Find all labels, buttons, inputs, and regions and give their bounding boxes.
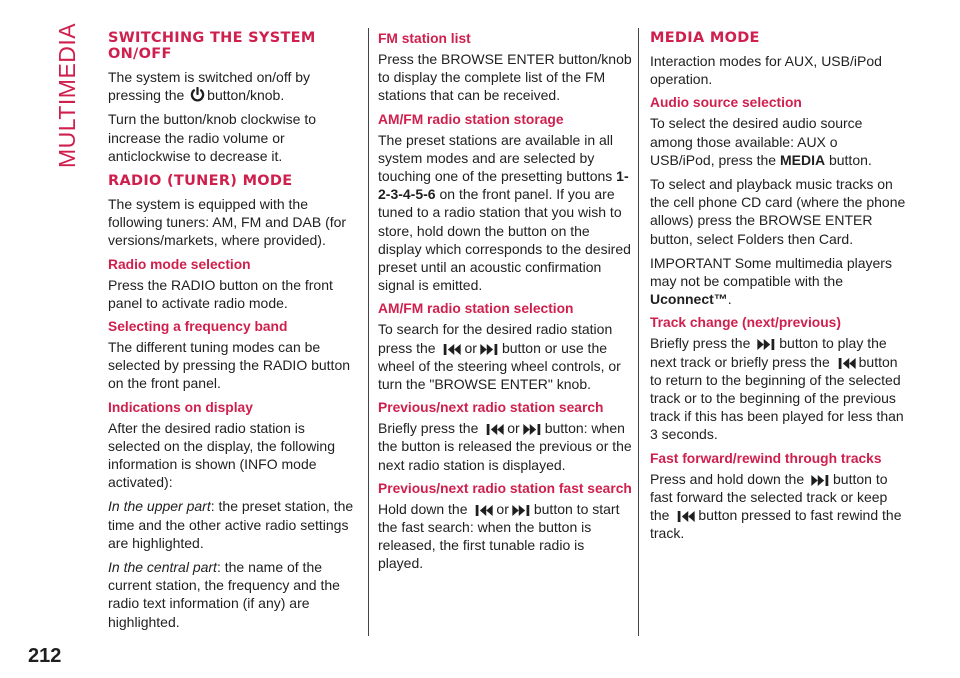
- text-fragment: Press and hold down the: [650, 470, 805, 487]
- paragraph-indications-display: After the desired radio station is selected on the display, the following information is shown (INFO mode activated):: [108, 419, 335, 491]
- heading-fast-forward-rewind: Fast forward/rewind through tracks: [650, 450, 882, 466]
- text-fragment: In the central part: [108, 559, 217, 576]
- heading-switching-system: SWITCHING THE SYSTEM ON/OFF: [108, 30, 316, 62]
- column-divider: [638, 28, 639, 636]
- heading-indications-display: Indications on display: [108, 399, 253, 415]
- text-fragment: on the front panel. If you are tuned to a radio station that you wish to store, hold down the button on the display which corresponds to the desired preset until an acoustic confirmation signal is emitted.: [378, 186, 631, 294]
- paragraph-station-selection: [378, 320, 632, 393]
- paragraph-volume: Turn the button/knob clockwise to increase the radio volume or anticlockwise to decrease it.: [108, 111, 317, 164]
- heading-radio-mode-selection: Radio mode selection: [108, 256, 251, 272]
- paragraph-track-change: [650, 334, 906, 443]
- paragraph-fast-search: [378, 500, 632, 573]
- heading-track-change: Track change (next/previous): [650, 315, 841, 331]
- uconnect-brand: Uconnect™: [650, 291, 728, 308]
- skip-next-icon: [522, 424, 543, 435]
- text-fragment: Briefly press the: [650, 335, 751, 352]
- text-fragment: button pressed to fast rewind the track.: [650, 507, 902, 542]
- skip-next-icon: [511, 505, 532, 516]
- text-fragment: or: [507, 420, 520, 437]
- paragraph-frequency-band: The different tuning modes can be selected by pressing the RADIO button on the front panel.: [108, 339, 351, 392]
- paragraph-media-mode: Interaction modes for AUX, USB/iPod operation.: [650, 53, 882, 88]
- skip-previous-icon: [441, 344, 462, 355]
- paragraph-prev-next-search: [378, 419, 632, 474]
- heading-fast-search: Previous/next radio station fast search: [378, 480, 632, 496]
- heading-media-mode: MEDIA MODE: [650, 30, 760, 46]
- paragraph-important: [650, 254, 906, 309]
- paragraph-cell-phone: To select and playback music tracks on the cell phone CD card (where the phone allows) press the BROWSE ENTER button, select Folders then Card.: [650, 176, 906, 247]
- text-fragment: button.: [828, 151, 872, 168]
- text-fragment: Hold down the: [378, 500, 468, 517]
- skip-previous-icon: [473, 505, 494, 516]
- text-fragment: To select the desired audio source among those available: AUX o USB/iPod, press the: [650, 115, 863, 168]
- column-left: [108, 30, 360, 637]
- heading-fm-station-list: FM station list: [378, 31, 471, 46]
- media-key: MEDIA: [779, 151, 826, 168]
- heading-station-storage: AM/FM radio station storage: [378, 111, 564, 127]
- text-fragment: button to play the next track or briefly press the: [650, 335, 887, 370]
- text-fragment: IMPORTANT Some multimedia players may not be compatible with the: [650, 254, 892, 290]
- paragraph-fm-station-list: Press the BROWSE ENTER button/knob to display the complete list of the FM stations that can be received.: [378, 51, 632, 104]
- column-right: [650, 30, 906, 548]
- paragraph-radio-tuners: The system is equipped with the following tuners: AM, FM and DAB (for versions/markets, where provided).: [108, 196, 347, 249]
- skip-next-icon: [810, 475, 831, 486]
- paragraph-station-storage: [378, 131, 632, 295]
- power-icon: [190, 87, 205, 102]
- text-fragment: button to start the fast search: when the button is released, the first tunable radio is played.: [378, 500, 620, 572]
- column-divider: [368, 28, 369, 636]
- paragraph-central-part: [108, 558, 360, 631]
- heading-radio-mode: RADIO (TUNER) MODE: [108, 173, 293, 190]
- section-side-label: MULTIMEDIA: [54, 22, 80, 168]
- text-fragment: button to fast forward the selected track or keep the: [650, 470, 888, 524]
- paragraph-fast-forward-rewind: [650, 470, 906, 543]
- text-fragment: In the upper part: [108, 498, 211, 515]
- text-fragment: : the preset station, the time and the other active radio settings are highlighted.: [108, 498, 354, 551]
- skip-previous-icon: [836, 358, 857, 369]
- text-fragment: The preset stations are available in all system modes and are selected by touching one of the presetting buttons: [378, 131, 614, 185]
- heading-prev-next-search: Previous/next radio station search: [378, 400, 604, 416]
- column-middle: [378, 30, 632, 579]
- text-fragment: button or use the wheel of the steering wheel controls, or turn the "BROWSE ENTER" knob.: [378, 339, 621, 393]
- text-fragment: button: when the button is released the previous or the next radio station is displayed.: [378, 420, 632, 473]
- heading-frequency-band: Selecting a frequency band: [108, 319, 288, 335]
- skip-next-icon: [479, 344, 500, 355]
- skip-previous-icon: [484, 424, 505, 435]
- text-fragment: button/knob.: [207, 87, 285, 104]
- text-fragment: or: [496, 500, 509, 517]
- page-number: 212: [28, 645, 62, 667]
- text-fragment: Briefly press the: [378, 420, 479, 437]
- heading-audio-source: Audio source selection: [650, 95, 802, 111]
- text-fragment: To search for the desired radio station press the: [378, 321, 613, 356]
- text-fragment: .: [727, 291, 732, 308]
- paragraph-radio-mode-selection: Press the RADIO button on the front panel to activate radio mode.: [108, 276, 333, 311]
- text-fragment: or: [464, 339, 477, 356]
- paragraph-switch-on-off: [108, 68, 360, 104]
- skip-next-icon: [756, 339, 777, 350]
- paragraph-audio-source: [650, 114, 906, 169]
- paragraph-upper-part: [108, 497, 360, 552]
- text-fragment: button to return to the beginning of the selected track or to the beginning of the previous track if this has been played for less than 3 seconds.: [650, 353, 904, 443]
- preset-keys: 1-2-3-4-5-6: [378, 168, 629, 203]
- skip-previous-icon: [675, 511, 696, 522]
- text-fragment: The system is switched on/off by pressing the: [108, 69, 311, 104]
- heading-station-selection: AM/FM radio station selection: [378, 301, 574, 317]
- text-fragment: : the name of the current station, the frequency and the radio text information (if any) are highlighted.: [108, 559, 340, 630]
